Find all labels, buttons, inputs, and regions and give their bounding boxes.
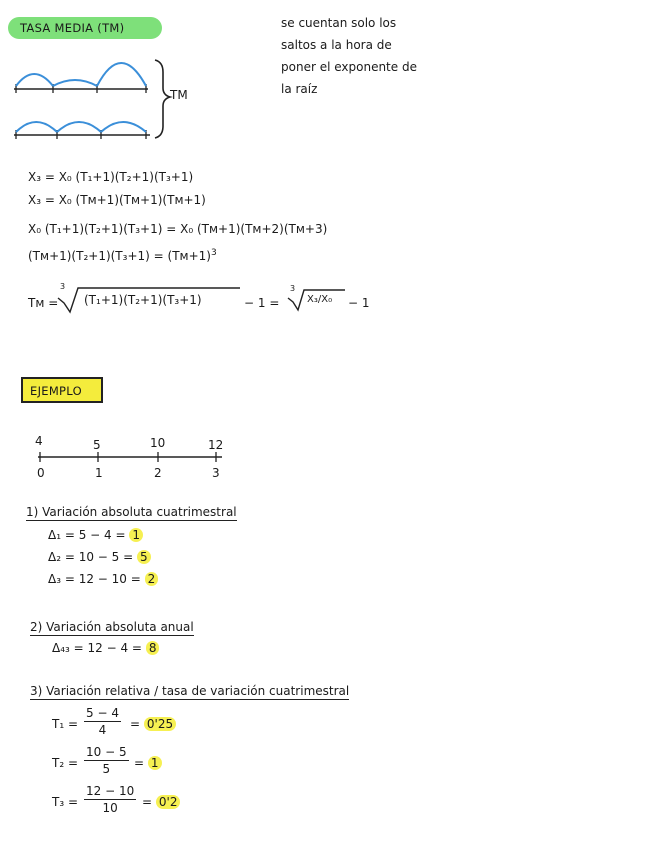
root-index: 3 [60,282,66,291]
note-line: poner el exponente de [281,60,417,74]
timeline-top-value: 10 [150,436,166,450]
section1-row [48,550,151,564]
equals-sign: = [142,795,153,809]
section1-heading: 1) Variación absoluta cuatrimestral [26,505,237,519]
timeline-bottom-value: 3 [212,466,220,480]
top-arc-3 [97,63,146,86]
root-index-2: 3 [290,284,296,293]
fraction-result [130,717,176,731]
fraction-denominator: 4 [98,723,107,737]
equals-sign: = [130,717,141,731]
highlighted-value: 5 [137,550,151,564]
highlighted-value: 8 [146,641,160,655]
radicand: (T₁+1)(T₂+1)(T₃+1) [84,293,202,307]
timeline-top-value: 12 [208,438,224,452]
top-arc-2 [53,80,97,86]
fraction-numerator: 12 − 10 [86,784,135,798]
note-line: se cuentan solo los [281,16,397,30]
highlighted-value: 1 [129,528,143,542]
formula-3: X₀ (T₁+1)(T₂+1)(T₃+1) = X₀ (Tм+1)(Tм+2)(Tм+3) [28,222,328,236]
example-badge [21,377,103,403]
formula-1: X₃ = X₀ (T₁+1)(T₂+1)(T₃+1) [28,170,194,184]
row-label: Δ₁ = 5 − 4 = [48,528,126,542]
formula-4-exponent: 3 [210,248,217,258]
formula-4-body: (Tм+1)(T₂+1)(T₃+1) = (Tм+1) [28,249,211,263]
fraction-denominator: 5 [102,762,111,776]
fraction [84,784,136,815]
highlighted-value: 0'25 [144,717,176,731]
side-note [281,12,417,100]
section1-row [48,572,158,586]
highlighted-value: 0'2 [156,795,181,809]
top-arc-1 [16,74,53,86]
radicand-2: X₃/X₀ [307,294,333,305]
bottom-arc-3 [101,122,146,132]
equals-sign: = [134,756,145,770]
fraction-result [134,756,162,770]
tm-lhs: Tм = [28,296,59,310]
section2-heading: 2) Variación absoluta anual [30,620,194,634]
fraction-lhs: T₁ = [52,717,79,731]
highlighted-value: 2 [145,572,159,586]
section3-heading: 3) Variación relativa / tasa de variación cuatrimestral [30,684,350,698]
example-label: EJEMPLO [30,384,82,398]
note-line: la raíz [281,82,318,96]
timeline-top-value: 4 [35,434,43,448]
section1-row [48,528,143,542]
minus-one-2: − 1 [348,296,370,310]
row-label: Δ₃ = 12 − 10 = [48,572,141,586]
row-label: Δ₂ = 10 − 5 = [48,550,134,564]
bottom-arc-2 [57,122,101,132]
timeline-bottom-value: 1 [95,466,103,480]
fraction-numerator: 10 − 5 [86,745,127,759]
fraction-result [142,795,180,809]
fraction-denominator: 10 [102,801,118,815]
fraction-lhs: T₃ = [52,795,79,809]
note-line: saltos a la hora de [281,38,392,52]
tm-brace-label: TM [170,88,188,102]
timeline-bottom-value: 2 [154,466,162,480]
fraction-numerator: 5 − 4 [86,706,119,720]
timeline-top-value: 5 [93,438,101,452]
page-title: TASA MEDIA (TM) [20,21,125,35]
minus-one: − 1 = [244,296,280,310]
highlighted-value: 1 [148,756,162,770]
fraction [84,706,121,737]
formula-4 [28,248,217,263]
formula-2: X₃ = X₀ (Tм+1)(Tм+1)(Tм+1) [28,193,206,207]
bottom-arc-1 [16,122,57,132]
fraction-lhs: T₂ = [52,756,79,770]
row-label: Δ₄₃ = 12 − 4 = [52,641,142,655]
section2-row [52,641,159,655]
timeline-bottom-value: 0 [37,466,45,480]
right-brace [155,60,170,138]
fraction [84,745,129,776]
